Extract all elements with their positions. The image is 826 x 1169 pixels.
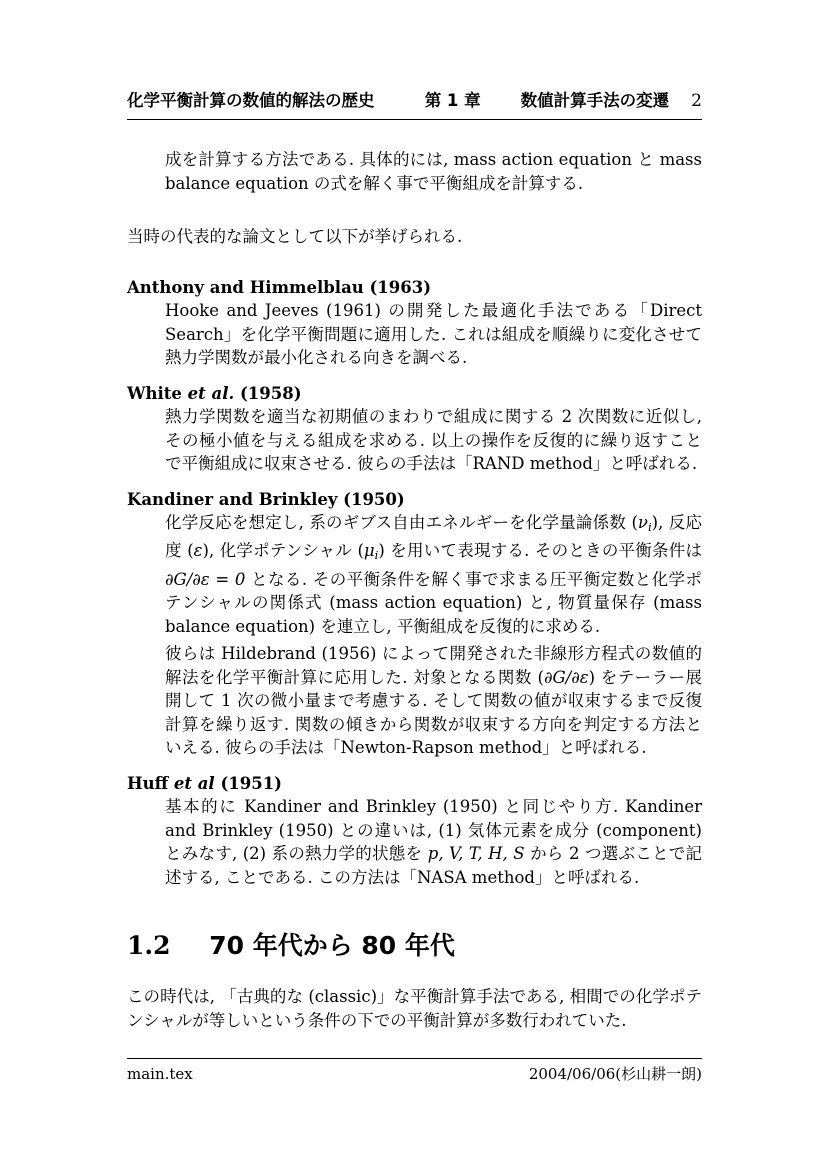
reference-paragraph: 熱力学関数を適当な初期値のまわりで組成に関する 2 次関数に近似し, その極小値を与える組成を求める. 以上の操作を反復的に繰り返すことで平衡組成に収束させる. 彼らの手法は「RAND method」と呼ばれる. xyxy=(165,407,702,473)
reference-list xyxy=(127,276,702,890)
section-title: 70 年代から 80 年代 xyxy=(209,931,455,961)
reference-term: White et al. (1958) xyxy=(127,383,302,403)
reference-entry-kandiner xyxy=(127,488,702,760)
footer-filename: main.tex xyxy=(127,1065,193,1083)
reference-entry-white xyxy=(127,382,702,476)
paragraph-continuation: 成を計算する方法である. 具体的には, mass action equation と mass balance equation の式を解く事で平衡組成を計算する. xyxy=(165,150,702,193)
reference-paragraph: 化学反応を想定し, 系のギブス自由エネルギーを化学量論係数 (νi), 反応度 (ε), 化学ポテンシャル (μi) を用いて表現する. そのときの平衡条件は ∂G/∂ε = 0 となる. その平衡条件を解く事で求まる圧平衡定数と化学ポテンシャルの関係式 (mass action equation) と, 物質量保存 (mass balance equation) を連立し, 平衡組成を反復的に求める. xyxy=(165,513,703,636)
reference-term: Huff et al (1951) xyxy=(127,773,282,793)
paragraph-closing: この時代は, 「古典的な (classic)」な平衡計算手法である, 相間での化学ポテンシャルが等しいという条件の下での平衡計算が多数行われていた. xyxy=(127,987,702,1030)
header-chapter-title: 数値計算手法の変遷 xyxy=(520,91,670,110)
reference-entry-anthony xyxy=(127,276,702,370)
reference-paragraph: Hooke and Jeeves (1961) の開発した最適化手法である「Direct Search」を化学平衡問題に適用した. これは組成を順繰りに変化させて熱力学関数が最小化される向きを調べる. xyxy=(165,301,702,367)
reference-description xyxy=(165,511,702,760)
running-header xyxy=(127,87,702,120)
paragraph-lead: 当時の代表的な論文として以下が挙げられる. xyxy=(127,227,463,246)
header-chapter-number: 第 1 章 xyxy=(424,91,481,110)
header-page-number: 2 xyxy=(691,91,702,111)
reference-description xyxy=(165,405,702,476)
page-content xyxy=(127,87,702,1032)
reference-term: Anthony and Himmelblau (1963) xyxy=(127,277,432,297)
header-right-group xyxy=(425,87,702,111)
footer-date-author: 2004/06/06(杉山耕一朗) xyxy=(528,1065,702,1083)
reference-paragraph: 基本的に Kandiner and Brinkley (1950) と同じやり方. Kandiner and Brinkley (1950) との違いは, (1) 気体元素を成分 (component) とみなす, (2) 系の熱力学的状態を p, V, T, H, S から 2 つ選ぶことで記述する, ことである. この方法は「NASA method」と呼ばれる. xyxy=(165,797,702,887)
reference-entry-huff xyxy=(127,772,702,890)
section-heading xyxy=(127,929,702,963)
header-document-title: 化学平衡計算の数値的解法の歴史 xyxy=(127,91,375,110)
reference-paragraph: 彼らは Hildebrand (1956) によって開発された非線形方程式の数値的解法を化学平衡計算に応用した. 対象となる関数 (∂G/∂ε) をテーラー展開して 1 次の微小量まで考慮する. そして関数の値が収束するまで反復計算を繰り返す. 関数の傾きから関数が収束する方向を判定する方法といえる. 彼らの手法は「Newton-Rapson method」と呼ばれる. xyxy=(165,644,703,758)
page-footer xyxy=(127,1058,702,1084)
reference-description xyxy=(165,299,702,370)
page-body xyxy=(127,148,702,1032)
reference-description xyxy=(165,795,702,889)
reference-term: Kandiner and Brinkley (1950) xyxy=(127,489,405,509)
section-number: 1.2 xyxy=(127,931,171,961)
